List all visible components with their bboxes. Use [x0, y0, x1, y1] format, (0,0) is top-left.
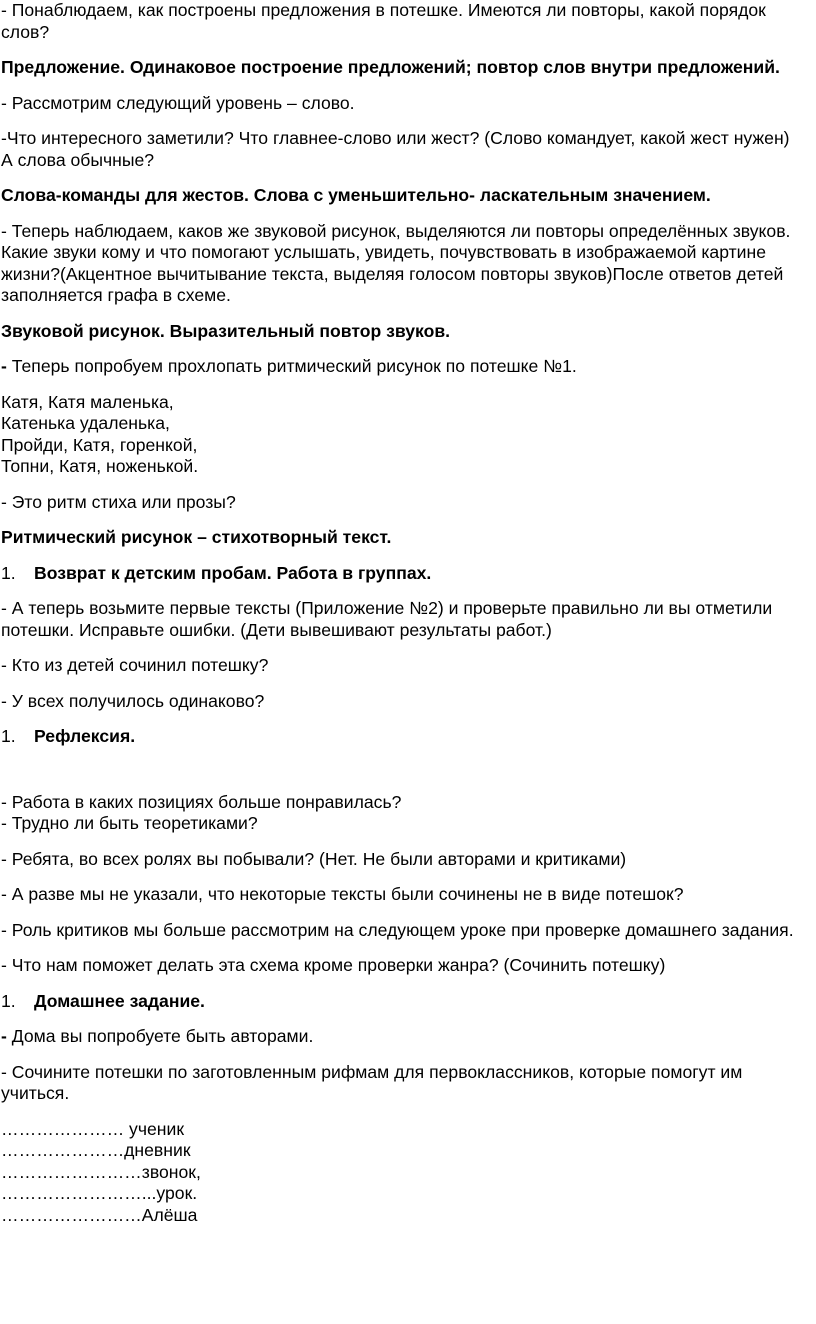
paragraph-sentence-question: - Понаблюдаем, как построены предложения в потешке. Имеются ли повторы, какой порядок слов? [1, 0, 766, 42]
paragraph-word-level: - Рассмотрим следующий уровень – слово. [1, 92, 355, 113]
rhyme-line: ……………………Алёша [1, 1204, 198, 1225]
dash-bold: - [1, 1026, 7, 1046]
heading-command-words: Слова-команды для жестов. Слова с уменьшительно- ласкательным значением. [1, 185, 711, 205]
paragraph-scheme: - Что нам поможет делать эта схема кроме проверки жанра? (Сочинить потешку) [1, 955, 666, 975]
rhyme-line: ……………………...урок. [1, 1183, 198, 1203]
list-number: 1. [1, 726, 16, 746]
list-item [1, 726, 802, 748]
paragraph-word-question: -Что интересного заметили? Что главнее-слово или жест? (Слово командует, какой жест нужен) А слова обычные? [1, 128, 790, 170]
dash-bold: - [1, 356, 7, 376]
rhyme-line: …………………дневник [1, 1140, 191, 1160]
poem-line: Катя, Катя маленька, [1, 391, 174, 412]
poem-line: Катенька удаленька, [1, 413, 170, 433]
heading-rhythm: Ритмический рисунок – стихотворный текст. [1, 527, 392, 547]
paragraph-rhythm-question: - Это ритм стиха или прозы? [1, 491, 236, 512]
rhyme-line: ………………… ученик [1, 1118, 185, 1139]
paragraph-authors-text: Дома вы попробуете быть авторами. [6, 1026, 314, 1046]
paragraph-same-result: - У всех получилось одинаково? [1, 690, 265, 711]
poem-line: Топни, Катя, ноженькой. [1, 456, 199, 476]
heading-sentence: Предложение. Одинаковое построение предложений; повтор слов внутри предложений. [1, 57, 780, 77]
list-number: 1. [1, 990, 16, 1011]
paragraph-authors [1, 1026, 802, 1048]
heading-sound-pattern: Звуковой рисунок. Выразительный повтор звуков. [1, 320, 451, 341]
paragraph-who-composed: - Кто из детей сочинил потешку? [1, 655, 269, 675]
poem-block [1, 392, 802, 478]
list-item-text: Рефлексия. [34, 726, 136, 746]
paragraph-compose: - Сочините потешки по заготовленным рифмам для первоклассников, которые помогут им учиться. [1, 1061, 743, 1103]
list-number: 1. [1, 562, 16, 583]
list-item-text: Возврат к детским пробам. Работа в группах. [34, 562, 432, 583]
paragraph-sound-pattern: - Теперь наблюдаем, каков же звуковой рисунок, выделяются ли повторы определённых звуков. Какие звуки кому и что помогают услышать, увидеть, почувствовать в изображаемой картине жизни?(Акцентное вычитывание текста, выделяя голосом повторы звуков)После ответов детей заполняется графа в схеме. [1, 220, 791, 305]
paragraph-roles: - Ребята, во всех ролях вы побывали? (Нет. Не были авторами и критиками) [1, 848, 627, 869]
paragraph-critics: - Роль критиков мы больше рассмотрим на следующем уроке при проверке домашнего задания. [1, 919, 794, 940]
list-item-text: Домашнее задание. [34, 990, 205, 1011]
list-item [1, 563, 802, 585]
poem-line: Пройди, Катя, горенкой, [1, 434, 198, 455]
paragraph-positions: - Работа в каких позициях больше понравилась? [1, 791, 402, 812]
rhyme-list [1, 1119, 802, 1227]
list-item [1, 991, 802, 1013]
paragraph-not-potesh: - А разве мы не указали, что некоторые тексты были сочинены не в виде потешок? [1, 884, 684, 904]
rhyme-line: ……………………звонок, [1, 1161, 201, 1182]
paragraph-rhythm-clap [1, 356, 802, 378]
paragraph-theorists: - Трудно ли быть теоретиками? [1, 813, 258, 833]
paragraph-first-texts: - А теперь возьмите первые тексты (Приложение №2) и проверьте правильно ли вы отметили потешки. Исправьте ошибки. (Дети вывешивают результаты работ.) [1, 598, 773, 640]
paragraph-rhythm-clap-text: Теперь попробуем прохлопать ритмический рисунок по потешке №1. [6, 356, 577, 376]
